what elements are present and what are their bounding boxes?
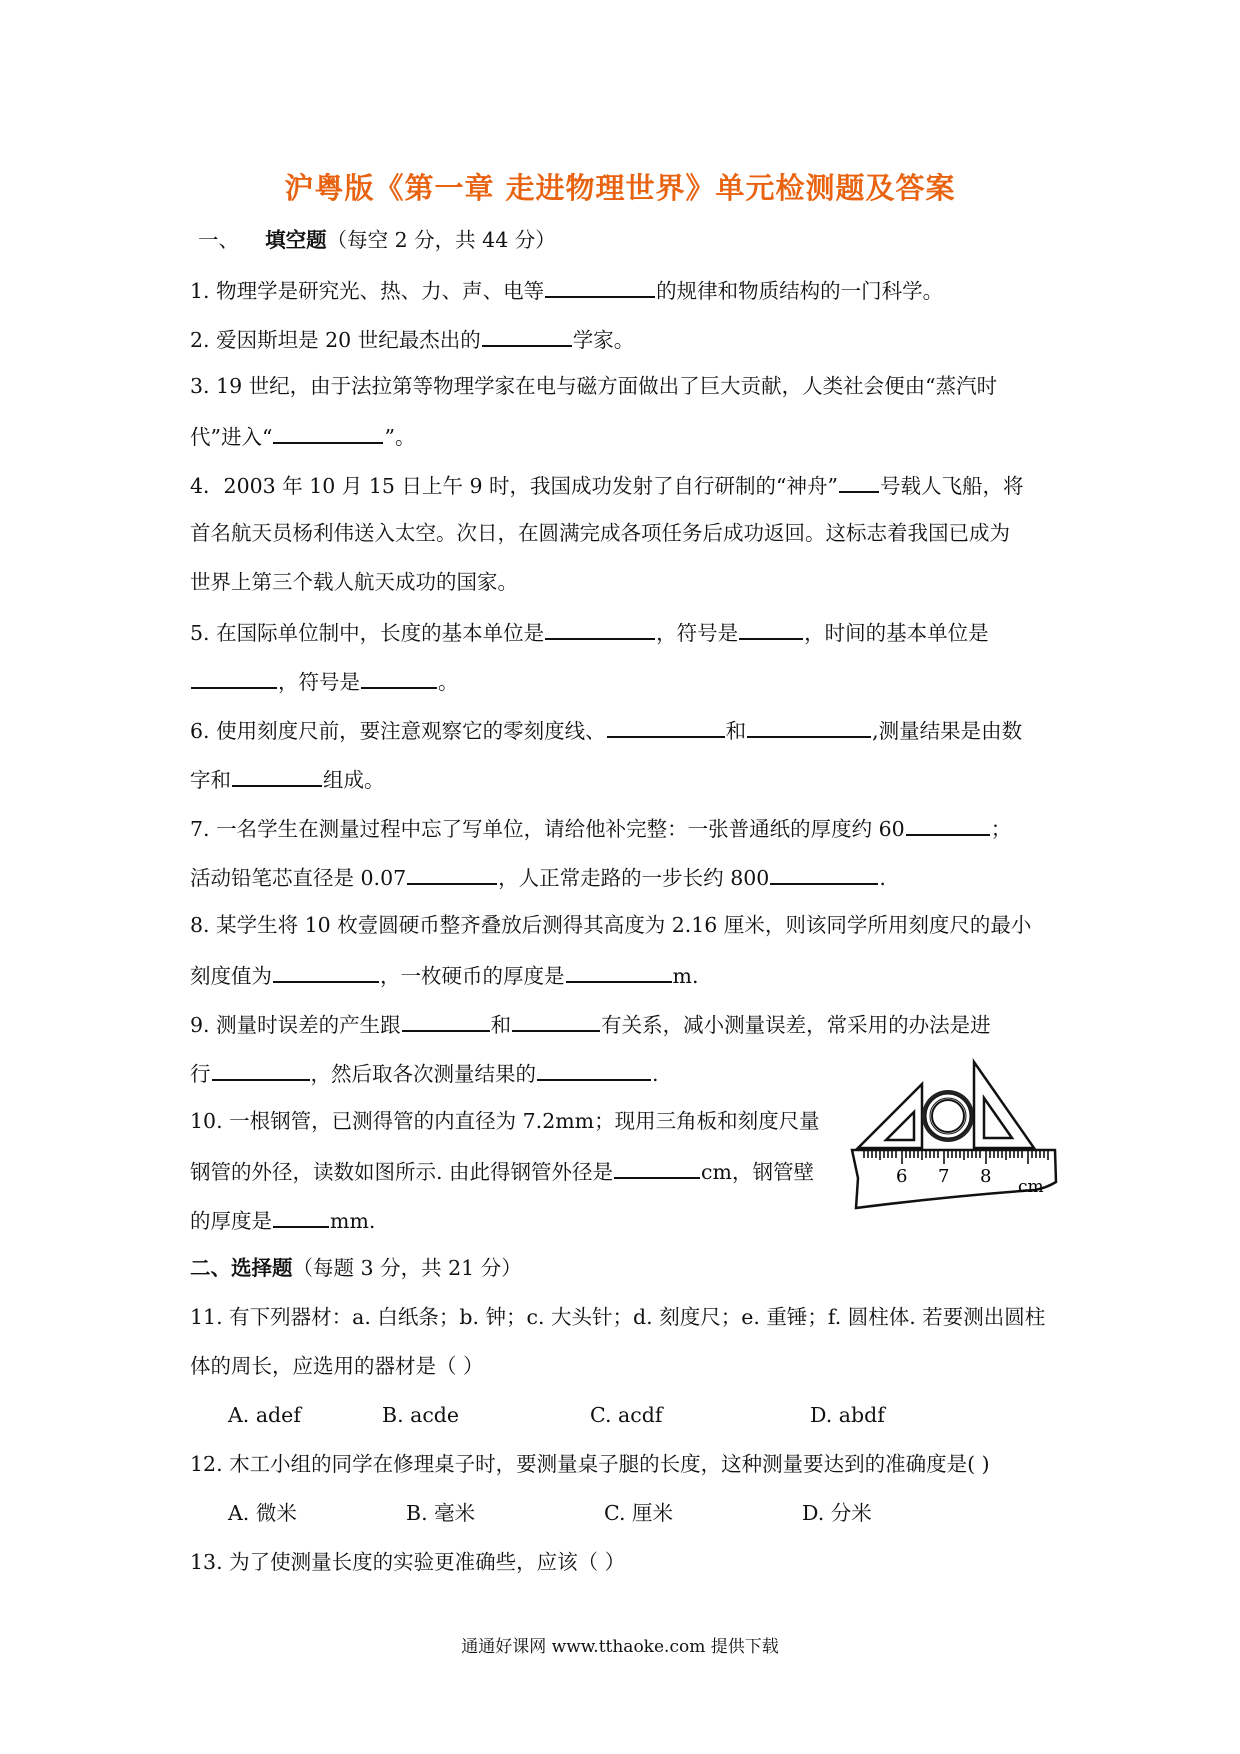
question-9-line-1 xyxy=(190,1008,991,1040)
question-8-line-2 xyxy=(190,959,698,991)
question-3-line-1: 3. 19 世纪，由于法拉第等物理学家在电与磁方面做出了巨大贡献，人类社会便由“蒸汽时 xyxy=(190,374,998,398)
question-12-line-1: 12. 木工小组的同学在修理桌子时，要测量桌子腿的长度，这种测量要达到的准确度是( ) xyxy=(190,1452,990,1476)
question-7-line-2 xyxy=(190,861,886,893)
right-triangle xyxy=(974,1062,1034,1148)
question-2 xyxy=(190,323,634,355)
q12-option-c[interactable]: C. 厘米 xyxy=(604,1501,673,1525)
q9-text-f: . xyxy=(652,1062,659,1086)
question-4-line-2: 首名航天员杨利伟送入太空。次日，在圆满完成各项任务后成功返回。这标志着我国已成为 xyxy=(190,521,1010,545)
question-9-line-2 xyxy=(190,1057,659,1089)
ruler-tick-label-8: 8 xyxy=(980,1166,992,1187)
question-6-line-2 xyxy=(190,763,385,795)
q9-text-b: 和 xyxy=(490,1013,512,1037)
q10-blank-2[interactable] xyxy=(273,1204,329,1228)
page-footer: 通通好课网 www.tthaoke.com 提供下载 xyxy=(461,1637,779,1657)
q4-text-b: 号载人飞船，将 xyxy=(880,474,1024,498)
question-3-line-2 xyxy=(190,420,415,452)
q12-option-d[interactable]: D. 分米 xyxy=(802,1501,872,1525)
q6-blank-3[interactable] xyxy=(232,763,322,787)
q11-option-c[interactable]: C. acdf xyxy=(590,1403,663,1427)
q7-text-c: 活动铅笔芯直径是 0.07 xyxy=(190,866,407,890)
q7-text-b: ； xyxy=(990,817,1012,841)
q12-option-a[interactable]: A. 微米 xyxy=(228,1501,297,1525)
q9-blank-1[interactable] xyxy=(402,1008,490,1032)
section-1-name: 填空题 xyxy=(265,228,327,252)
q10-blank-1[interactable] xyxy=(614,1155,700,1179)
q9-blank-3[interactable] xyxy=(212,1057,310,1081)
q12-option-b[interactable]: B. 毫米 xyxy=(406,1501,476,1525)
q9-blank-4[interactable] xyxy=(537,1057,651,1081)
q6-text-e: 组成。 xyxy=(323,768,385,792)
section-2-note: （每题 3 分，共 21 分） xyxy=(292,1256,522,1280)
section-2-heading xyxy=(190,1253,522,1283)
q6-text-c: ,测量结果是由数 xyxy=(872,719,1023,743)
q5-text-c: ，时间的基本单位是 xyxy=(804,621,989,645)
q6-blank-1[interactable] xyxy=(607,714,725,738)
q5-text-e: 。 xyxy=(438,670,459,694)
q4-text-a: 4．2003 年 10 月 15 日上午 9 时，我国成功发射了自行研制的“神舟” xyxy=(190,474,839,498)
section-1-number: 一、 xyxy=(198,228,239,252)
q11-option-b[interactable]: B. acde xyxy=(382,1403,460,1427)
q8-text-c: ，一枚硬币的厚度是 xyxy=(380,964,565,988)
question-5-line-2 xyxy=(190,665,459,697)
question-1 xyxy=(190,274,943,306)
q8-text-b: 刻度值为 xyxy=(190,964,272,988)
question-4-line-3: 世界上第三个载人航天成功的国家。 xyxy=(190,570,518,594)
document-title: 沪粤版《第一章 走进物理世界》单元检测题及答案 xyxy=(284,171,956,205)
q7-blank-2[interactable] xyxy=(407,861,497,885)
q2-text-b: 学家。 xyxy=(572,328,635,352)
q2-text-a: 2. 爱因斯坦是 20 世纪最杰出的 xyxy=(190,328,481,352)
q9-text-d: 行 xyxy=(190,1062,211,1086)
q6-text-b: 和 xyxy=(725,719,747,743)
q10-text-b: 钢管的外径，读数如图所示. 由此得钢管外径是 xyxy=(190,1160,614,1184)
q7-text-a: 7. 一名学生在测量过程中忘了写单位，请给他补完整：一张普通纸的厚度约 60 xyxy=(190,817,905,841)
ruler-tick-label-7: 7 xyxy=(938,1166,950,1187)
steel-pipe xyxy=(922,1090,974,1142)
q3-blank-1[interactable] xyxy=(273,420,383,444)
q9-blank-2[interactable] xyxy=(512,1008,600,1032)
q6-text-d: 字和 xyxy=(190,768,231,792)
question-10-line-1: 10. 一根钢管，已测得管的内直径为 7.2mm；现用三角板和刻度尺量 xyxy=(190,1109,820,1133)
q5-blank-3[interactable] xyxy=(191,665,277,689)
question-10-line-3 xyxy=(190,1204,375,1236)
question-10-line-2 xyxy=(190,1155,814,1187)
q10-text-c: cm，钢管壁 xyxy=(701,1160,814,1184)
left-triangle xyxy=(858,1084,922,1148)
q5-text-b: ，符号是 xyxy=(656,621,739,645)
q5-text-a: 5. 在国际单位制中，长度的基本单位是 xyxy=(190,621,545,645)
q9-text-a: 9. 测量时误差的产生跟 xyxy=(190,1013,401,1037)
q5-blank-1[interactable] xyxy=(545,616,655,640)
q1-text-a: 1. 物理学是研究光、热、力、声、电等 xyxy=(190,279,545,303)
question-13-line-1: 13. 为了使测量长度的实验更准确些，应该（ ） xyxy=(190,1550,626,1574)
q5-blank-2[interactable] xyxy=(739,616,803,640)
q3-text-b: 代”进入“ xyxy=(190,425,273,449)
section-1-note: （每空 2 分，共 44 分） xyxy=(326,228,556,252)
q3-text-c: ”。 xyxy=(384,425,416,449)
ruler-pipe-figure xyxy=(850,1058,1060,1228)
question-11-line-1: 11. 有下列器材：a. 白纸条；b. 钟；c. 大头针；d. 刻度尺；e. 重锤；f. 圆柱体. 若要测出圆柱 xyxy=(190,1305,1046,1329)
ruler-tick-label-6: 6 xyxy=(896,1166,908,1187)
question-8-line-1: 8. 某学生将 10 枚壹圆硬币整齐叠放后测得其高度为 2.16 厘米，则该同学所用刻度尺的最小 xyxy=(190,913,1032,937)
question-6-line-1 xyxy=(190,714,1022,746)
q7-blank-3[interactable] xyxy=(770,861,878,885)
q2-blank-1[interactable] xyxy=(482,323,572,347)
q10-text-e: mm. xyxy=(330,1209,376,1233)
q1-text-b: 的规律和物质结构的一门科学。 xyxy=(656,279,944,303)
q11-option-d[interactable]: D. abdf xyxy=(810,1403,885,1427)
q6-blank-2[interactable] xyxy=(747,714,871,738)
q8-text-d: m. xyxy=(672,964,699,988)
question-7-line-1 xyxy=(190,812,1011,844)
q9-text-c: 有关系，减小测量误差，常采用的办法是进 xyxy=(601,1013,991,1037)
q9-text-e: ，然后取各次测量结果的 xyxy=(310,1062,536,1086)
q7-text-e: . xyxy=(879,866,886,890)
q5-blank-4[interactable] xyxy=(361,665,437,689)
q8-blank-1[interactable] xyxy=(273,959,379,983)
q10-text-d: 的厚度是 xyxy=(190,1209,272,1233)
question-4-line-1 xyxy=(190,469,1024,501)
q5-text-d: ，符号是 xyxy=(278,670,360,694)
q11-option-a[interactable]: A. adef xyxy=(228,1403,301,1427)
question-11-line-2: 体的周长，应选用的器材是（ ） xyxy=(190,1354,484,1378)
section-1-heading xyxy=(198,225,556,255)
q7-blank-1[interactable] xyxy=(906,812,990,836)
q4-blank-1[interactable] xyxy=(839,469,879,493)
q1-blank-1[interactable] xyxy=(545,274,655,298)
ruler-unit-label: cm xyxy=(1018,1177,1044,1197)
section-2-name: 二、选择题 xyxy=(190,1256,293,1280)
q6-text-a: 6. 使用刻度尺前，要注意观察它的零刻度线、 xyxy=(190,719,606,743)
question-5-line-1 xyxy=(190,616,989,648)
q8-blank-2[interactable] xyxy=(566,959,672,983)
q7-text-d: ，人正常走路的一步长约 800 xyxy=(498,866,770,890)
